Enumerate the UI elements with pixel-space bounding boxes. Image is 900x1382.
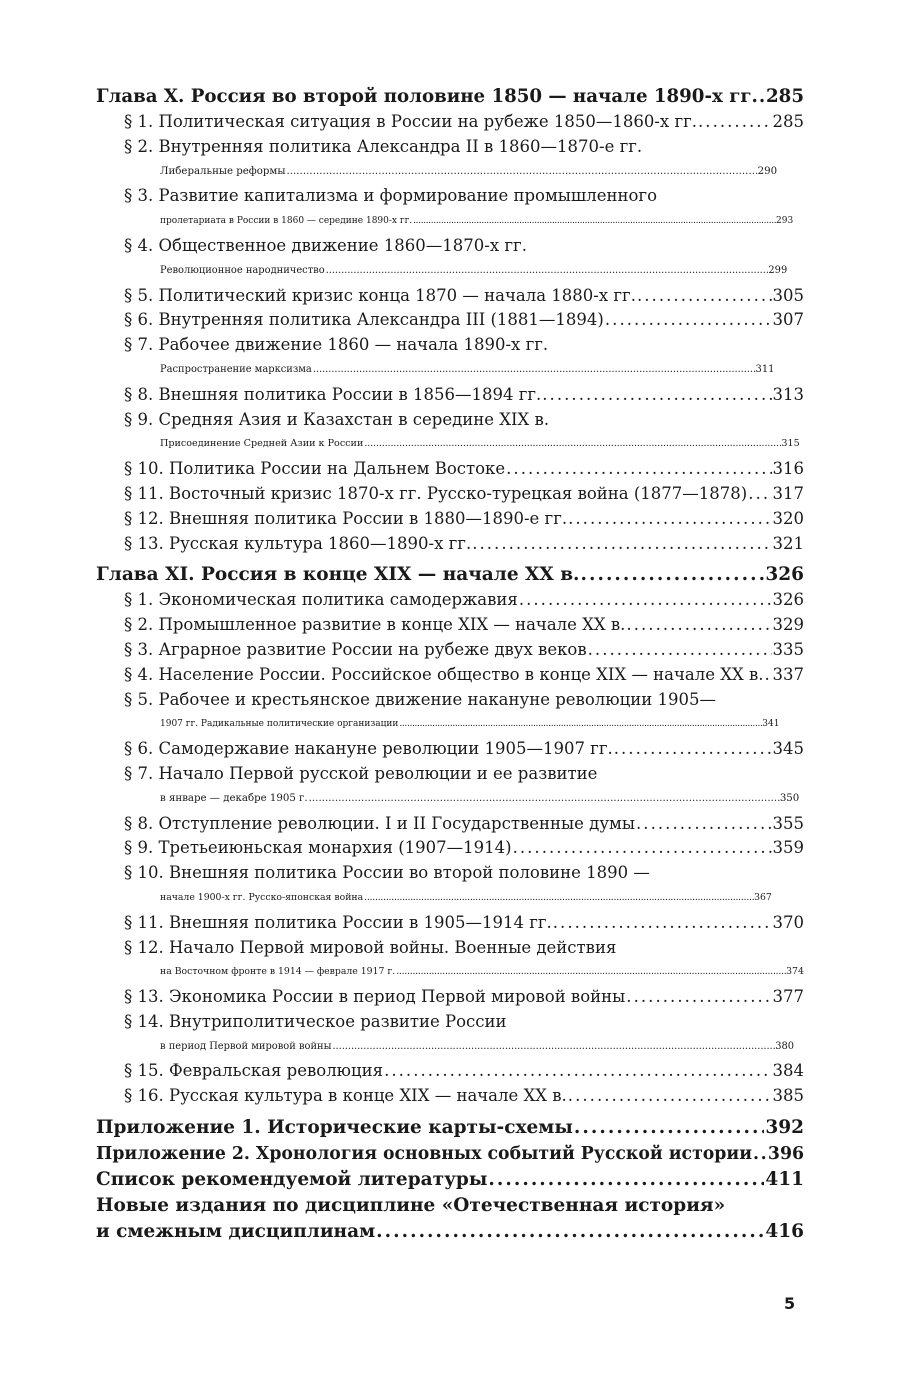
dot-leader — [384, 1059, 771, 1084]
toc-entry-title: § 10. Внешняя политика России во второй половине 1890 — — [124, 863, 650, 883]
toc-entry-line — [124, 507, 804, 532]
toc-entry-line — [124, 985, 804, 1010]
toc-section-entry — [96, 1084, 804, 1109]
toc-section-entry — [96, 482, 804, 507]
toc-page-number: 299 — [768, 264, 788, 276]
toc-entry-line — [124, 1035, 804, 1060]
toc-page-number: 307 — [772, 310, 804, 330]
toc-section-entry — [96, 688, 804, 738]
toc-entry-title: § 7. Рабочее движение 1860 — начала 1890-х гг. — [124, 335, 549, 355]
toc-section-entry — [96, 284, 804, 309]
toc-entry-line — [124, 613, 804, 638]
toc-section-entry — [96, 110, 804, 135]
toc-page-number: 285 — [772, 112, 804, 131]
toc-entry-title: § 5. Политический кризис конца 1870 — начала 1880-х гг. — [124, 285, 636, 305]
dot-leader — [413, 216, 775, 226]
toc-section-entry — [96, 333, 804, 383]
toc-entry-line — [124, 663, 804, 688]
toc-entry-title: § 14. Внутриполитическое развитие России — [124, 1011, 507, 1031]
toc-entry-line — [96, 1141, 804, 1167]
toc-section-entry — [96, 638, 804, 663]
toc-entry-title: Приложение 1. Исторические карты-схемы — [96, 1117, 573, 1139]
toc-entry-line — [124, 532, 804, 557]
toc-entry-title: Революционное народничество — [160, 264, 325, 276]
toc-page-number: 345 — [772, 739, 804, 759]
toc-section-entry — [96, 507, 804, 532]
toc-page-number: 293 — [776, 216, 794, 227]
toc-entry-line — [124, 234, 804, 259]
toc-entry-line — [124, 812, 804, 837]
toc-page-number: 359 — [772, 838, 804, 858]
toc-entry-line — [124, 638, 804, 663]
dot-leader — [568, 1084, 772, 1109]
toc-entry-title: § 3. Развитие капитализма и формирование промышленного — [124, 186, 658, 206]
toc-entry-line — [124, 1084, 804, 1109]
toc-page-number: 317 — [772, 483, 804, 503]
toc-page-number: 341 — [762, 719, 780, 730]
toc-entry-line — [124, 135, 804, 160]
toc-page-number: 355 — [772, 813, 804, 833]
toc-page-number: 384 — [772, 1061, 804, 1081]
toc-page-number: 320 — [772, 508, 804, 528]
toc-section-entry — [96, 613, 804, 638]
toc-page-number: 321 — [772, 533, 804, 553]
toc-page-number: 285 — [766, 86, 804, 107]
toc-entry-line — [124, 861, 804, 886]
toc-entry-title: Список рекомендуемой литературы — [96, 1169, 488, 1191]
toc-entry-line — [124, 1010, 804, 1035]
dot-leader — [332, 1041, 774, 1052]
dot-leader — [637, 284, 772, 309]
toc-page-number: 311 — [755, 363, 775, 375]
toc-section-entry — [96, 737, 804, 762]
toc-entry-line — [96, 1219, 804, 1245]
toc-page-number: 305 — [772, 285, 804, 305]
toc-entry-line — [124, 588, 804, 613]
toc-section-entry — [96, 408, 804, 458]
dot-leader — [313, 364, 755, 375]
toc-entry-title: § 15. Февральская революция — [124, 1061, 384, 1081]
toc-entry-line — [124, 482, 804, 507]
page-number: 5 — [784, 1294, 796, 1313]
toc-section-entry — [96, 911, 804, 936]
toc-entry-title: в период Первой мировой войны — [160, 1040, 332, 1052]
toc-page-number: 385 — [772, 1086, 804, 1106]
toc-section-entry — [96, 936, 804, 986]
toc-page-number: 392 — [765, 1117, 804, 1139]
toc-entry-line — [124, 886, 804, 911]
toc-page-number: 316 — [772, 459, 804, 479]
toc-section-entry — [96, 184, 804, 234]
toc-entry-title: в январе — декабре 1905 г. — [160, 792, 308, 804]
toc-page-number: 329 — [772, 615, 804, 635]
toc-entry-title: § 7. Начало Первой русской революции и ее развитие — [124, 763, 598, 783]
toc-page-number: 374 — [786, 966, 804, 978]
dot-leader — [588, 638, 772, 663]
toc-entry-line — [124, 110, 804, 135]
toc-entry-title: § 11. Восточный кризис 1870-х гг. Русско-турецкая война (1877—1878) — [124, 483, 748, 503]
toc-entry-line — [124, 308, 804, 333]
toc-section-entry — [96, 762, 804, 812]
toc-entry-title: § 5. Рабочее и крестьянское движение накануне революции 1905— — [124, 689, 716, 709]
toc-entry-title: начале 1900-х гг. Русско-японская война — [160, 891, 364, 903]
toc-section-entry — [96, 457, 804, 482]
toc-entry-title: 1907 гг. Радикальные политические организации — [160, 719, 399, 730]
toc-entry-title: § 4. Общественное движение 1860—1870-х гг. — [124, 235, 527, 255]
toc-chapter-entry — [96, 562, 804, 588]
dot-leader — [364, 438, 780, 449]
toc-page-number: 313 — [772, 384, 804, 404]
toc-entry-line — [124, 1059, 804, 1084]
toc-entry-line — [96, 1193, 804, 1219]
toc-page-number: 335 — [772, 639, 804, 659]
toc-entry-line — [124, 712, 804, 737]
toc-page-number: 290 — [757, 165, 778, 177]
toc-section-entry — [96, 308, 804, 333]
dot-leader — [364, 892, 753, 903]
dot-leader — [519, 588, 772, 613]
toc-page-number: 396 — [767, 1144, 804, 1165]
toc-page-number: 337 — [772, 664, 804, 684]
toc-page-number: 315 — [781, 438, 800, 450]
toc-entry-line — [124, 259, 804, 284]
toc-entry-title: § 3. Аграрное развитие России на рубеже двух веков — [124, 639, 587, 659]
toc-page-number: 416 — [765, 1221, 804, 1243]
toc-section-entry — [96, 663, 804, 688]
toc-entry-line — [124, 457, 804, 482]
toc-entry-line — [124, 787, 804, 812]
toc-entry-title: Распространение марксизма — [160, 363, 312, 375]
toc-page-number: 326 — [772, 590, 804, 610]
toc-entry-title: Приложение 2. Хронология основных событий Русской истории — [96, 1144, 753, 1165]
dot-leader — [326, 265, 768, 276]
dot-leader — [574, 1115, 764, 1141]
dot-leader — [568, 507, 771, 532]
dot-leader — [748, 482, 771, 507]
toc-entry-title: Новые издания по дисциплине «Отечественная история» — [96, 1195, 726, 1217]
toc-entry-line — [96, 1115, 804, 1141]
toc-entry-title: пролетариата в России в 1860 — середине 1890-х гг. — [160, 216, 413, 227]
dot-leader — [626, 985, 771, 1010]
toc-entry-title: § 9. Средняя Азия и Казахстан в середине XIX в. — [124, 409, 550, 429]
toc-section-entry — [96, 861, 804, 911]
toc-entry-title: § 8. Внешняя политика России в 1856—1894 гг. — [124, 384, 542, 404]
toc-entry-line — [124, 184, 804, 209]
dot-leader — [553, 911, 772, 936]
toc-entry-line — [124, 960, 804, 985]
toc-entry-title: § 13. Русская культура 1860—1890-х гг. — [124, 533, 472, 553]
dot-leader — [396, 966, 785, 977]
toc-entry-line — [124, 737, 804, 762]
toc-entry-line — [124, 408, 804, 433]
toc-entry-line — [124, 936, 804, 961]
dot-leader — [605, 308, 772, 333]
dot-leader — [753, 1141, 767, 1167]
toc-entry-title: § 6. Внутренняя политика Александра III (1881—1894) — [124, 310, 604, 330]
dot-leader — [626, 613, 771, 638]
toc-entry-line — [124, 284, 804, 309]
toc-entry-title: § 16. Русская культура в конце XIX — начале XX в. — [124, 1086, 567, 1106]
dot-leader — [399, 719, 761, 729]
toc-section-entry — [96, 588, 804, 613]
toc-entry-title: § 4. Население России. Российское общество в конце XIX — начале XX в. — [124, 664, 764, 684]
toc-page-number: 380 — [775, 1040, 795, 1052]
toc-section-entry — [96, 1010, 804, 1060]
toc-entry-line — [96, 1167, 804, 1193]
dot-leader — [309, 793, 779, 804]
toc-entry-line — [96, 84, 804, 110]
dot-leader — [286, 166, 756, 177]
toc-section-entry — [96, 812, 804, 837]
toc-entry-line — [124, 358, 804, 383]
toc-page-number: 411 — [765, 1169, 804, 1191]
toc-section-entry — [96, 383, 804, 408]
toc-entry-line — [96, 562, 804, 588]
dot-leader — [513, 836, 772, 861]
toc-entry-line — [124, 911, 804, 936]
dot-leader — [542, 383, 771, 408]
toc-entry-title: § 1. Политическая ситуация в России на рубеже 1850—1860-х гг. — [124, 112, 697, 131]
toc-chapter-entry — [96, 1193, 804, 1245]
toc-page-number: 367 — [754, 891, 772, 903]
toc-chapter-entry — [96, 1167, 804, 1193]
toc-entry-title: § 9. Третьеиюньская монархия (1907—1914) — [124, 838, 512, 858]
dot-leader — [614, 737, 772, 762]
table-of-contents — [96, 84, 804, 1245]
toc-entry-title: § 6. Самодержавие накануне революции 1905—1907 гг. — [124, 739, 613, 759]
toc-entry-title: и смежным дисциплинам — [96, 1221, 376, 1243]
toc-entry-title: § 2. Промышленное развитие в конце XIX — начале XX в. — [124, 615, 626, 635]
toc-entry-line — [124, 209, 804, 234]
toc-entry-line — [124, 688, 804, 713]
dot-leader — [376, 1219, 764, 1245]
dot-leader — [698, 110, 772, 135]
toc-entry-line — [124, 383, 804, 408]
toc-entry-line — [124, 432, 804, 457]
toc-entry-title: на Восточном фронте в 1914 — феврале 1917 г. — [160, 966, 396, 978]
toc-section-entry — [96, 135, 804, 185]
toc-chapter-entry — [96, 1141, 804, 1167]
toc-entry-line — [124, 333, 804, 358]
toc-page-number: 377 — [772, 987, 804, 1007]
toc-section-entry — [96, 532, 804, 557]
toc-entry-line — [124, 160, 804, 185]
toc-entry-title: § 12. Внешняя политика России в 1880—1890-е гг. — [124, 508, 568, 528]
toc-chapter-entry — [96, 84, 804, 110]
toc-section-entry — [96, 985, 804, 1010]
dot-leader — [488, 1167, 764, 1193]
dot-leader — [506, 457, 771, 482]
toc-section-entry — [96, 234, 804, 284]
toc-chapter-entry — [96, 1115, 804, 1141]
toc-section-entry — [96, 836, 804, 861]
dot-leader — [765, 663, 772, 688]
toc-entry-title: § 13. Экономика России в период Первой мировой войны — [124, 987, 626, 1007]
toc-entry-title: § 2. Внутренняя политика Александра II в 1860—1870-е гг. — [124, 136, 643, 156]
toc-section-entry — [96, 1059, 804, 1084]
toc-entry-title: Глава XI. Россия в конце XIX — начале XX в. — [96, 564, 580, 586]
toc-page-number: 350 — [779, 792, 800, 804]
toc-entry-title: Глава X. Россия во второй половине 1850 — начале 1890-х гг. — [96, 86, 758, 107]
dot-leader — [636, 812, 771, 837]
toc-entry-line — [124, 836, 804, 861]
toc-entry-title: Присоединение Средней Азии к России — [160, 438, 364, 450]
toc-entry-title: § 10. Политика России на Дальнем Востоке — [124, 459, 506, 479]
toc-page-number: 326 — [765, 564, 804, 586]
toc-entry-title: § 11. Внешняя политика России в 1905—1914 гг. — [124, 912, 552, 932]
toc-entry-title: § 1. Экономическая политика самодержавия — [124, 590, 518, 610]
toc-entry-title: § 8. Отступление революции. I и II Государственные думы — [124, 813, 636, 833]
toc-entry-line — [124, 762, 804, 787]
dot-leader — [759, 84, 765, 110]
toc-entry-title: Либеральные реформы — [160, 165, 286, 177]
dot-leader — [581, 562, 765, 588]
toc-page-number: 370 — [772, 912, 804, 932]
dot-leader — [472, 532, 771, 557]
toc-entry-title: § 12. Начало Первой мировой войны. Военные действия — [124, 937, 617, 957]
